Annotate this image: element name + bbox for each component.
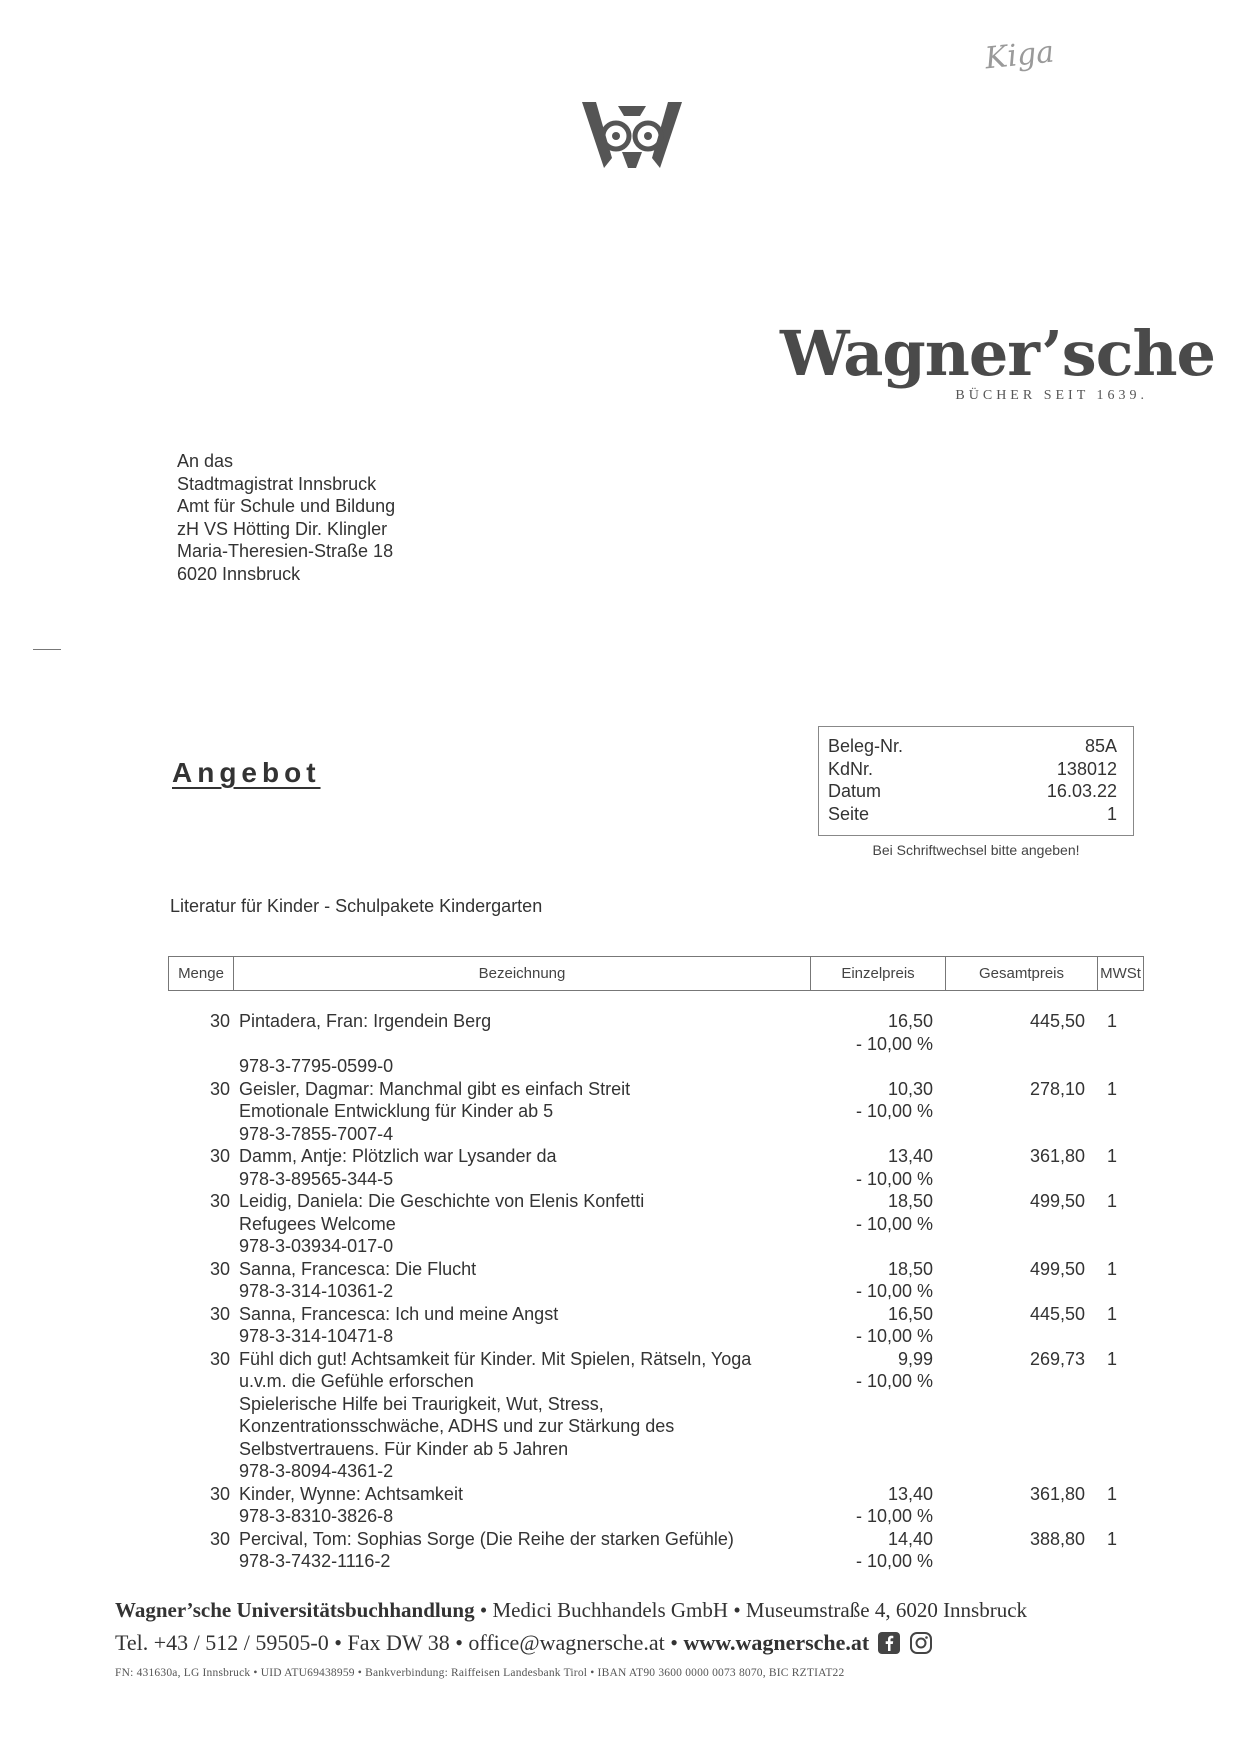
column-header-mwst: MWSt — [1100, 965, 1141, 982]
item-description — [239, 1483, 819, 1528]
discount-value: - 10,00 % — [855, 1213, 933, 1234]
table-header — [168, 956, 1144, 991]
address-line: Maria-Theresien-Straße 18 — [177, 541, 394, 561]
unit-price-value: 13,40 — [887, 1146, 933, 1166]
item-total-price: 269,73 — [1029, 1348, 1085, 1369]
item-description-line: Refugees Welcome — [239, 1213, 396, 1234]
item-unit-price — [820, 1303, 933, 1348]
item-unit-price — [820, 1010, 933, 1055]
item-description-line: 978-3-7795-0599-0 — [239, 1056, 394, 1076]
item-description-line — [239, 1033, 819, 1056]
unit-price-value: 18,50 — [887, 1258, 933, 1279]
unit-price-value: 18,50 — [887, 1191, 933, 1211]
address-line: An das — [177, 451, 234, 471]
item-description-line: Geisler, Dagmar: Manchmal gibt es einfach Streit — [239, 1078, 631, 1099]
address-line: 6020 Innsbruck — [177, 563, 301, 584]
item-description-line: u.v.m. die Gefühle erforschen — [239, 1371, 474, 1391]
item-description-line: 978-3-8094-4361-2 — [239, 1461, 394, 1481]
item-total-price: 445,50 — [1029, 1011, 1085, 1031]
item-description-line: Emotionale Entwicklung für Kinder ab 5 — [239, 1101, 554, 1121]
item-description-line: Leidig, Daniela: Die Geschichte von Elenis Konfetti — [239, 1191, 645, 1211]
item-vat-code: 1 — [1106, 1303, 1117, 1324]
facebook-icon[interactable] — [877, 1631, 901, 1655]
reference-row — [828, 758, 1121, 781]
item-description-line: Damm, Antje: Plötzlich war Lysander da — [239, 1146, 557, 1166]
footer-website-link[interactable]: www.wagnersche.at — [683, 1630, 870, 1655]
recipient-address — [177, 450, 395, 585]
item-description — [239, 1528, 819, 1573]
fold-mark — [33, 649, 61, 650]
unit-price-value: 9,99 — [897, 1348, 933, 1369]
column-header-bezeichnung: Bezeichnung — [234, 957, 811, 990]
item-vat-code: 1 — [1106, 1528, 1117, 1549]
reference-row — [828, 780, 1121, 803]
item-description — [239, 1190, 819, 1258]
item-description-line: Selbstvertrauens. Für Kinder ab 5 Jahren — [239, 1438, 569, 1459]
item-unit-price — [820, 1190, 933, 1235]
item-total-price: 278,10 — [1029, 1078, 1085, 1099]
discount-value: - 10,00 % — [855, 1033, 933, 1054]
item-description-line: Sanna, Francesca: Die Flucht — [239, 1258, 477, 1279]
footer-email-link[interactable]: office@wagnersche.at — [468, 1630, 665, 1655]
item-description-line: Spielerische Hilfe bei Traurigkeit, Wut, Stress, — [239, 1393, 604, 1414]
item-total-price: 499,50 — [1029, 1258, 1085, 1279]
item-description — [239, 1078, 819, 1146]
item-vat-code: 1 — [1106, 1011, 1117, 1031]
item-total-price: 445,50 — [1029, 1303, 1085, 1324]
item-quantity: 30 — [209, 1191, 230, 1211]
column-header-menge: Menge — [169, 957, 234, 990]
reference-value: 1 — [1106, 803, 1117, 824]
discount-value: - 10,00 % — [855, 1101, 933, 1121]
item-description-line: 978-3-7855-7007-4 — [239, 1123, 394, 1144]
item-description — [239, 1348, 819, 1483]
reference-value: 16.03.22 — [1046, 781, 1117, 801]
unit-price-value: 13,40 — [887, 1483, 933, 1504]
item-quantity: 30 — [209, 1303, 230, 1324]
item-vat-code: 1 — [1106, 1258, 1117, 1279]
item-quantity: 30 — [209, 1078, 230, 1099]
footer-company: Wagner’sche Universitätsbuchhandlung — [115, 1598, 475, 1622]
discount-value: - 10,00 % — [855, 1168, 933, 1189]
reference-label: Seite — [828, 803, 870, 824]
item-description — [239, 1258, 819, 1303]
column-header-gesamtpreis: Gesamtpreis — [946, 957, 1098, 990]
item-unit-price — [820, 1528, 933, 1573]
item-description-line: 978-3-314-10361-2 — [239, 1281, 394, 1301]
item-description-line: 978-3-03934-017-0 — [239, 1236, 394, 1256]
logo-emblem-icon — [582, 102, 682, 170]
column-header-einzelpreis: Einzelpreis — [811, 957, 946, 990]
item-description-line: Percival, Tom: Sophias Sorge (Die Reihe der starken Gefühle) — [239, 1528, 734, 1549]
footer-separator: • — [334, 1630, 342, 1655]
footer-tel: Tel. +43 / 512 / 59505-0 — [115, 1630, 329, 1655]
item-description-line: Sanna, Francesca: Ich und meine Angst — [239, 1303, 559, 1324]
item-vat-code: 1 — [1106, 1191, 1117, 1211]
footer-address: Museumstraße 4, 6020 Innsbruck — [745, 1598, 1028, 1622]
brand-logo — [780, 317, 1215, 404]
footer-fax: Fax DW 38 — [347, 1630, 450, 1655]
reference-box — [818, 726, 1134, 836]
item-vat-code: 1 — [1106, 1146, 1117, 1166]
item-unit-price — [820, 1258, 933, 1303]
item-description-line: Pintadera, Fran: Irgendein Berg — [239, 1011, 492, 1031]
item-quantity: 30 — [209, 1146, 230, 1166]
discount-value: - 10,00 % — [855, 1551, 933, 1571]
item-vat-code: 1 — [1106, 1483, 1117, 1504]
item-unit-price — [820, 1078, 933, 1123]
footer-separator: • — [733, 1598, 741, 1622]
handwritten-note: Kiga — [983, 34, 1056, 77]
item-total-price: 361,80 — [1029, 1483, 1085, 1504]
item-vat-code: 1 — [1106, 1348, 1117, 1369]
brand-tagline: BÜCHER SEIT 1639. — [955, 388, 1148, 403]
reference-label: Beleg-Nr. — [828, 736, 904, 756]
item-description — [239, 1010, 819, 1078]
item-total-price: 361,80 — [1029, 1146, 1085, 1166]
unit-price-value: 14,40 — [887, 1528, 933, 1549]
discount-value: - 10,00 % — [855, 1506, 933, 1526]
reference-value: 138012 — [1056, 758, 1117, 779]
subject-line: Literatur für Kinder - Schulpakete Kindergarten — [170, 896, 543, 916]
instagram-icon[interactable] — [909, 1631, 933, 1655]
unit-price-value: 16,50 — [887, 1011, 933, 1031]
item-description-line: 978-3-7432-1116-2 — [239, 1551, 391, 1571]
item-description-line: 978-3-314-10471-8 — [239, 1326, 394, 1346]
address-line: zH VS Hötting Dir. Klingler — [177, 518, 388, 539]
footer-company2: Medici Buchhandels GmbH — [492, 1598, 729, 1622]
item-description-line: Fühl dich gut! Achtsamkeit für Kinder. Mit Spielen, Rätseln, Yoga — [239, 1348, 752, 1369]
item-unit-price — [820, 1348, 933, 1393]
item-description-line: Konzentrationsschwäche, ADHS und zur Stärkung des — [239, 1416, 675, 1436]
address-line: Stadtmagistrat Innsbruck — [177, 473, 377, 494]
item-description-line: 978-3-8310-3826-8 — [239, 1506, 394, 1526]
reference-row — [828, 803, 1121, 826]
item-total-price: 499,50 — [1029, 1191, 1085, 1211]
unit-price-value: 16,50 — [887, 1303, 933, 1324]
footer-legal-line: FN: 431630a, LG Innsbruck • UID ATU69438959 • Bankverbindung: Raiffeisen Landesbank Tirol • IBAN AT90 3600 0000 0073 8070, BIC RZTIAT22 — [115, 1667, 845, 1679]
document-title: Angebot — [172, 757, 321, 788]
item-quantity: 30 — [209, 1011, 230, 1031]
item-description-line: 978-3-89565-344-5 — [239, 1168, 394, 1189]
footer-separator: • — [455, 1630, 463, 1655]
discount-value: - 10,00 % — [855, 1281, 933, 1301]
reference-label: Datum — [828, 781, 882, 801]
item-quantity: 30 — [209, 1528, 230, 1549]
discount-value: - 10,00 % — [855, 1371, 933, 1391]
unit-price-value: 10,30 — [887, 1078, 933, 1099]
item-vat-code: 1 — [1106, 1078, 1117, 1099]
item-quantity: 30 — [209, 1348, 230, 1369]
item-description — [239, 1145, 819, 1190]
footer-separator: • — [479, 1598, 488, 1622]
item-quantity: 30 — [209, 1258, 230, 1279]
footer-company-line — [115, 1598, 1027, 1623]
item-total-price: 388,80 — [1029, 1528, 1085, 1549]
reference-row — [828, 735, 1121, 758]
footer-separator: • — [670, 1630, 678, 1655]
discount-value: - 10,00 % — [855, 1326, 933, 1346]
item-unit-price — [820, 1483, 933, 1528]
item-description-line: Kinder, Wynne: Achtsamkeit — [239, 1483, 463, 1504]
item-description — [239, 1303, 819, 1348]
brand-name: Wagner’sche — [780, 317, 1215, 390]
reference-value: 85A — [1084, 736, 1117, 756]
address-line: Amt für Schule und Bildung — [177, 496, 396, 516]
item-unit-price — [820, 1145, 933, 1190]
item-quantity: 30 — [209, 1483, 230, 1504]
footer-contact-line — [115, 1630, 933, 1656]
reference-label: KdNr. — [828, 758, 874, 779]
reference-note: Bei Schriftwechsel bitte angeben! — [872, 842, 1080, 858]
